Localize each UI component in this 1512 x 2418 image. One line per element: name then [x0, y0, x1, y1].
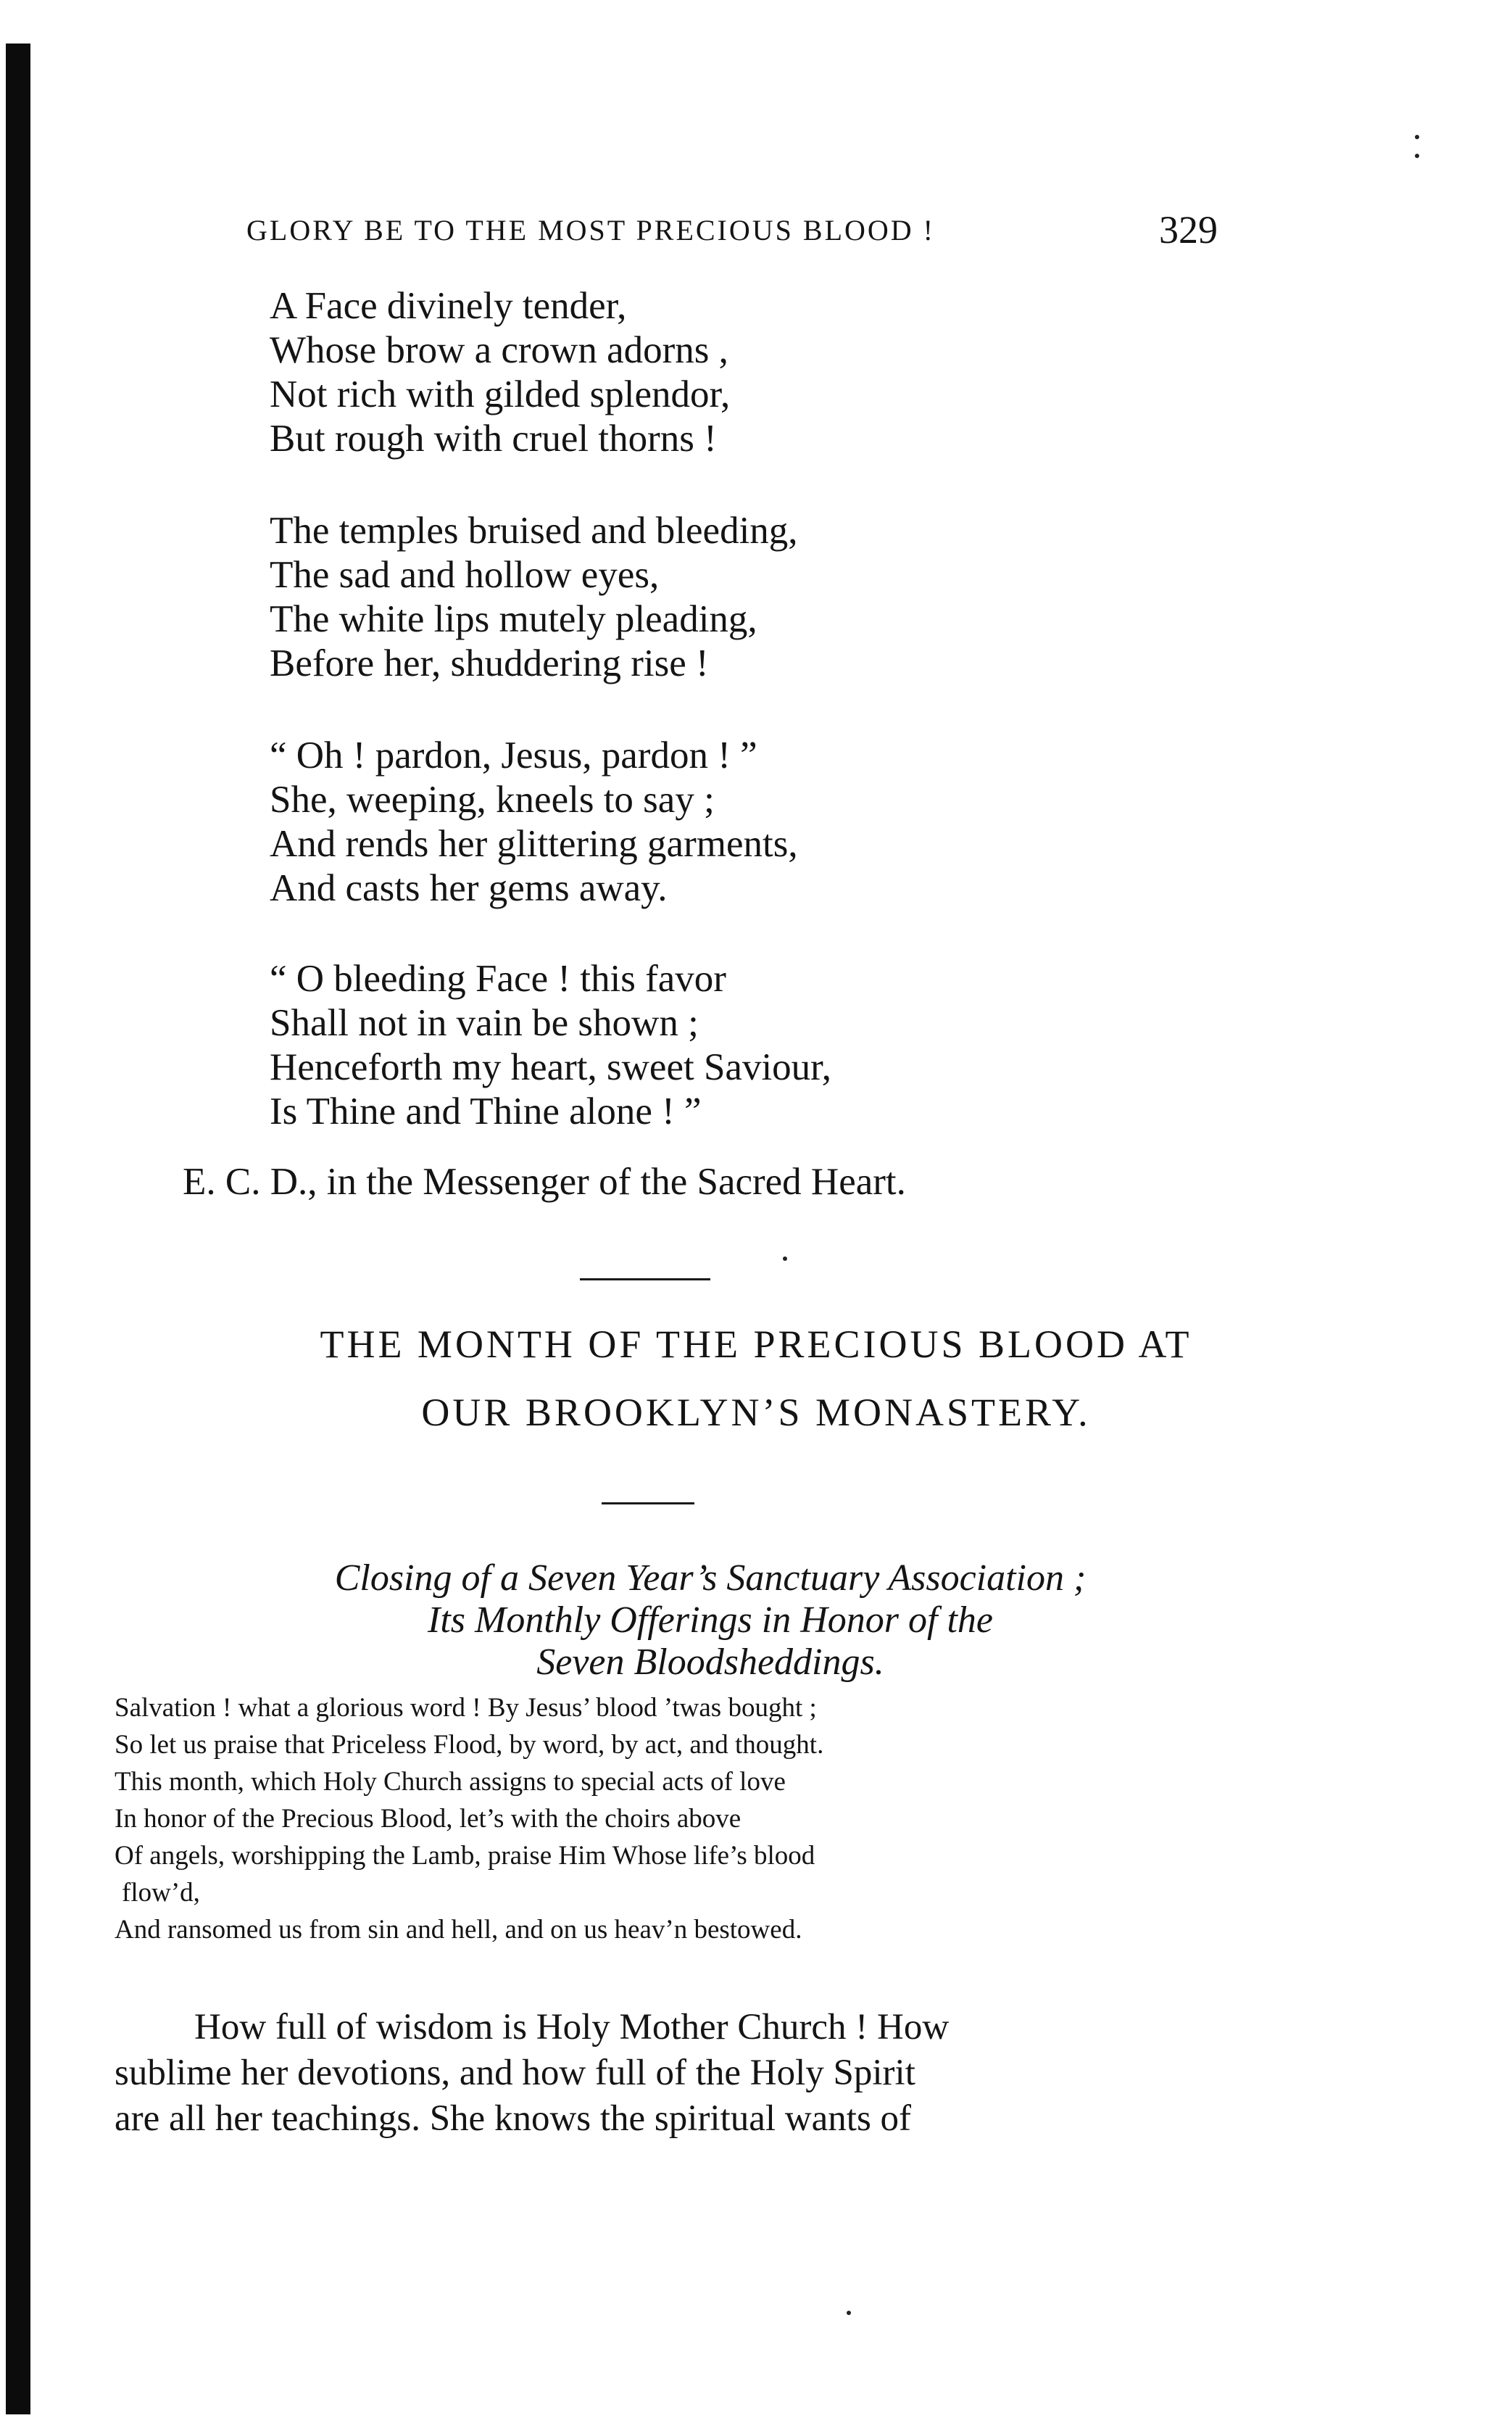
- verse-line: Of angels, worshipping the Lamb, praise Him Whose life’s blood: [115, 1841, 815, 1871]
- section-divider: [580, 1278, 710, 1280]
- poem-stanza: [270, 284, 730, 461]
- epigraph-verse: [115, 1689, 1195, 1948]
- poem-line: Henceforth my heart, sweet Saviour,: [270, 1046, 831, 1088]
- poem-line: Not rich with gilded splendor,: [270, 373, 731, 415]
- subtitle-line: Seven Bloodsheddings.: [536, 1641, 884, 1683]
- poem-line: The white lips mutely pleading,: [270, 598, 757, 640]
- subtitle-line: Closing of a Seven Year’s Sanctuary Association ;: [334, 1557, 1087, 1599]
- poem-line: The temples bruised and bleeding,: [270, 510, 798, 552]
- poem-line: The sad and hollow eyes,: [270, 554, 660, 596]
- page-number: 329: [1159, 208, 1218, 252]
- poem-line: Is Thine and Thine alone ! ”: [270, 1090, 702, 1133]
- poem-line: Shall not in vain be shown ;: [270, 1002, 699, 1044]
- article-title-line: OUR BROOKLYN’S MONASTERY.: [421, 1391, 1091, 1434]
- verse-line: This month, which Holy Church assigns to special acts of love: [115, 1767, 786, 1797]
- poem-line: She, weeping, kneels to say ;: [270, 779, 715, 821]
- title-divider: [602, 1502, 694, 1504]
- poem-line: Before her, shuddering rise !: [270, 642, 709, 684]
- poem-line: And casts her gems away.: [270, 867, 668, 909]
- ink-speck: [1415, 154, 1419, 158]
- paragraph-line: sublime her devotions, and how full of the Holy Spirit: [115, 2053, 915, 2093]
- running-head: GLORY BE TO THE MOST PRECIOUS BLOOD !: [246, 214, 935, 247]
- poem-line: “ O bleeding Face ! this favor: [270, 958, 726, 1000]
- poem-line: But rough with cruel thorns !: [270, 418, 717, 460]
- page-header: [246, 207, 1218, 251]
- verse-line: Salvation ! what a glorious word ! By Jesus’ blood ’twas bought ;: [115, 1693, 817, 1723]
- poem-line: And rends her glittering garments,: [270, 823, 798, 865]
- paragraph-line: are all her teachings. She knows the spiritual wants of: [115, 2098, 912, 2139]
- poem-stanza: [270, 957, 831, 1134]
- poem-line: “ Oh ! pardon, Jesus, pardon ! ”: [270, 734, 757, 777]
- article-title-line: THE MONTH OF THE PRECIOUS BLOOD AT: [320, 1322, 1192, 1366]
- verse-line: So let us praise that Priceless Flood, by word, by act, and thought.: [115, 1730, 824, 1760]
- ink-speck: [783, 1256, 787, 1261]
- poem-line: A Face divinely tender,: [270, 285, 627, 327]
- ink-speck: [847, 2311, 851, 2315]
- ink-speck: [1415, 135, 1419, 139]
- poem-stanza: [270, 734, 798, 911]
- paragraph-line: How full of wisdom is Holy Mother Church ! How: [194, 2007, 950, 2048]
- verse-line: flow’d,: [122, 1878, 200, 1908]
- verse-line: In honor of the Precious Blood, let’s with the choirs above: [115, 1804, 742, 1834]
- body-paragraph: [115, 2005, 1195, 2142]
- poem-attribution: E. C. D., in the Messenger of the Sacred Heart.: [183, 1161, 906, 1203]
- article-subtitle: [130, 1557, 1290, 1684]
- poem-stanza: [270, 509, 798, 686]
- binding-edge: [6, 44, 30, 2414]
- poem-line: Whose brow a crown adorns ,: [270, 329, 728, 371]
- subtitle-line: Its Monthly Offerings in Honor of the: [428, 1599, 993, 1641]
- verse-line: And ransomed us from sin and hell, and on us heav’n bestowed.: [115, 1915, 802, 1945]
